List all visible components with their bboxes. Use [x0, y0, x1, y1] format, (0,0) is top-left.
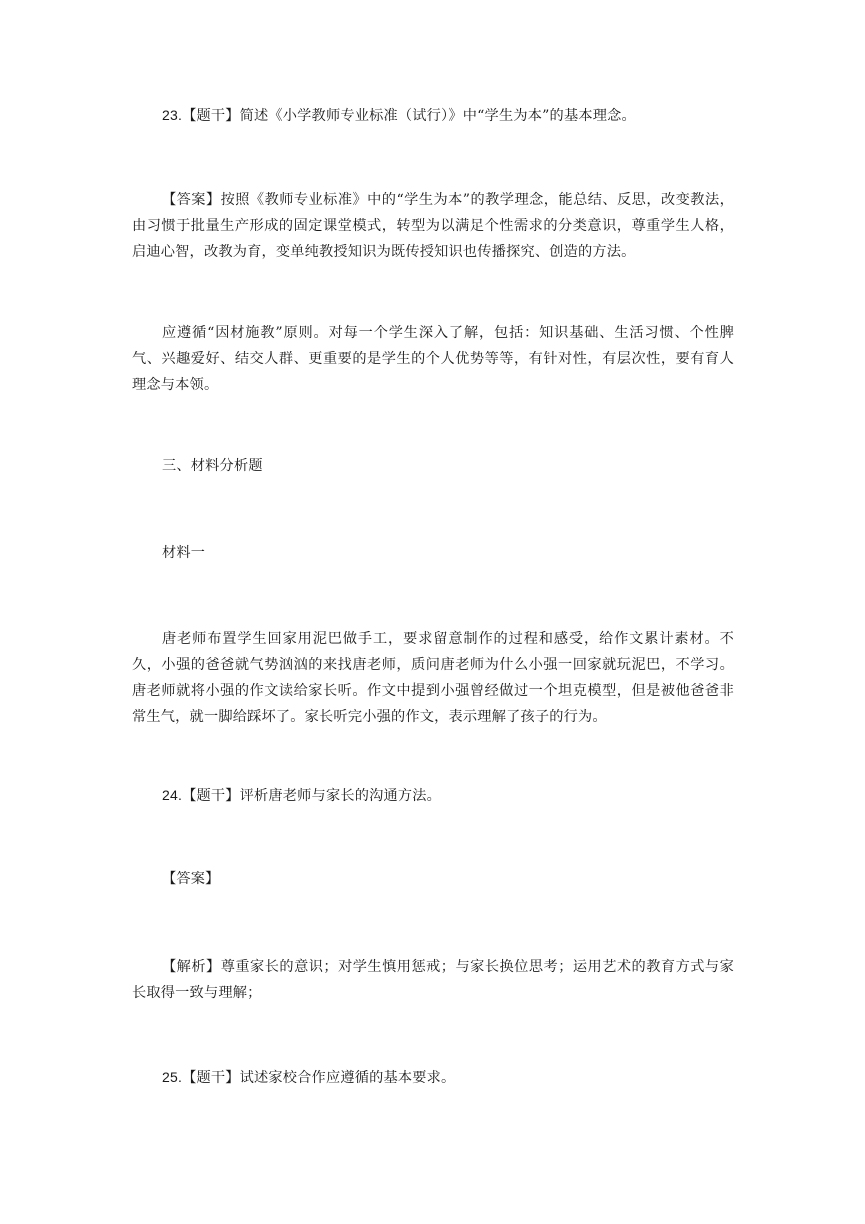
- question-24-analysis: [132, 954, 734, 1006]
- section-heading: [132, 453, 734, 479]
- question-24-answer: [132, 866, 734, 892]
- section-title: 三、材料分析题: [162, 458, 263, 474]
- question-text: 【题干】简述《小学教师专业标准（试行）》中“学生为本”的基本理念。: [182, 108, 636, 124]
- material-heading: [132, 540, 734, 566]
- analysis-text: 【解析】尊重家长的意识；对学生慎用惩戒；与家长换位思考；运用艺术的教育方式与家长取得一致与理解；: [132, 959, 734, 1001]
- question-number: 25.: [162, 1069, 183, 1085]
- question-23-stem: [132, 102, 734, 129]
- question-number: 24.: [162, 787, 183, 803]
- question-24-stem: [132, 782, 734, 809]
- answer-label: 【答案】: [162, 871, 220, 887]
- question-25-stem: [132, 1064, 734, 1091]
- question-number: 23.: [162, 107, 183, 123]
- answer-text: 应遵循“因材施教”原则。对每一个学生深入了解，包括：知识基础、生活习惯、个性脾气、兴趣爱好、结交人群、更重要的是学生的个人优势等等，有针对性，有层次性，要有育人理念与本领。: [132, 325, 734, 393]
- material-title: 材料一: [162, 545, 206, 561]
- material-body: 唐老师布置学生回家用泥巴做手工，要求留意制作的过程和感受，给作文累计素材。不久，小强的爸爸就气势汹汹的来找唐老师，质问唐老师为什么小强一回家就玩泥巴，不学习。唐老师就将小强的作文读给家长听。作文中提到小强曾经做过一个坦克模型，但是被他爸爸非常生气，就一脚给踩坏了。家长听完小强的作文，表示理解了孩子的行为。: [132, 631, 734, 725]
- question-text: 【题干】评析唐老师与家长的沟通方法。: [182, 788, 442, 804]
- material-text: [132, 626, 734, 730]
- question-23-answer: [132, 187, 734, 265]
- question-23-answer-continued: [132, 320, 734, 398]
- question-text: 【题干】试述家校合作应遵循的基本要求。: [182, 1070, 456, 1086]
- answer-text: 【答案】按照《教师专业标准》中的“学生为本”的教学理念，能总结、反思，改变教法，由习惯于批量生产形成的固定课堂模式，转型为以满足个性需求的分类意识，尊重学生人格，启迪心智，改教为育，变单纯教授知识为既传授知识也传播探究、创造的方法。: [132, 192, 734, 260]
